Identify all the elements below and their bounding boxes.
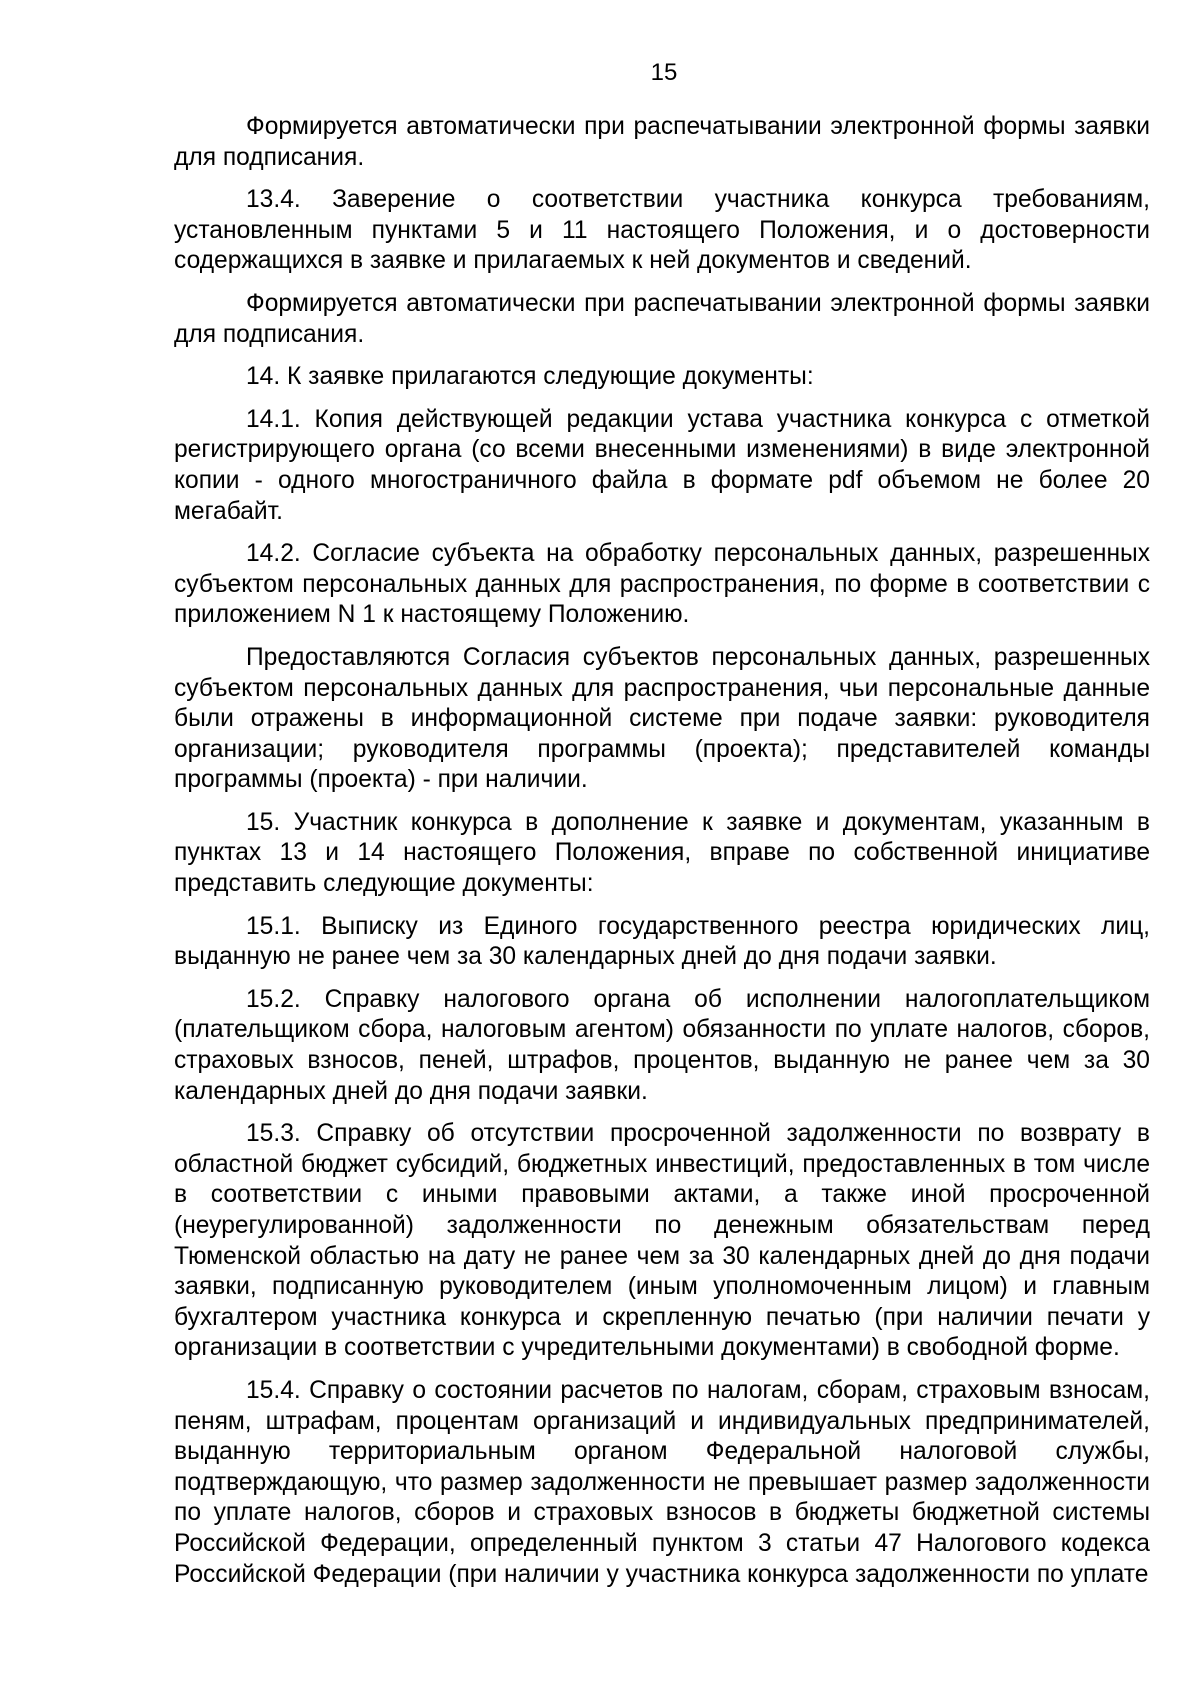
paragraph-autogen-note-2: Формируется автоматически при распечатывании электронной формы заявки для подписания. (174, 289, 1150, 348)
paragraph-15-4: 15.4. Справку о состоянии расчетов по налогам, сборам, страховым взносам, пеням, штрафам, процентам организаций и индивидуальных предпринимателей, выданную территориальным органом Федеральной налоговой службы, подтверждающую, что размер задолженности не превышает размер задолженности по уплате налогов, сборов и страховых взносов в бюджеты бюджетной системы Российской Федерации, определенный пунктом 3 статьи 47 Налогового кодекса Российской Федерации (при наличии у участника конкурса задолженности по уплате (174, 1376, 1150, 1588)
paragraph-autogen-note-1: Формируется автоматически при распечатывании электронной формы заявки для подписания. (174, 113, 1150, 171)
paragraph-15-1: 15.1. Выписку из Единого государственного реестра юридических лиц, выданную не ранее чем за 30 календарных дней до дня подачи заявки. (174, 912, 1150, 971)
paragraph-14-1: 14.1. Копия действующей редакции устава участника конкурса с отметкой регистрирующего органа (со всеми внесенными изменениями) в виде электронной копии - одного многостраничного файла в формате pdf объемом не более 20 мегабайт. (174, 405, 1150, 525)
paragraph-13-4: 13.4. Заверение о соответствии участника конкурса требованиям, установленным пунктами 5 и 11 настоящего Положения, и о достоверности содержащихся в заявке и прилагаемых к ней документов и сведений. (174, 186, 1150, 275)
paragraph-15: 15. Участник конкурса в дополнение к заявке и документам, указанным в пунктах 13 и 14 настоящего Положения, вправе по собственной инициативе представить следующие документы: (174, 808, 1150, 898)
document-body (174, 112, 1150, 1602)
paragraph-consents: Предоставляются Согласия субъектов персональных данных, разрешенных субъектом персональных данных для распространения, чьи персональные данные были отражены в информационной системе при подаче заявки: руководителя организации; руководителя программы (проекта); представителей команды программы (проекта) - при наличии. (174, 643, 1150, 794)
paragraph-15-3: 15.3. Справку об отсутствии просроченной задолженности по возврату в областной бюджет субсидий, бюджетных инвестиций, предоставленных в том числе в соответствии с иными правовыми актами, а также иной просроченной (неурегулированной) задолженности по денежным обязательствам перед Тюменской областью на дату не ранее чем за 30 календарных дней до дня подачи заявки, подписанную руководителем (иным уполномоченным лицом) и главным бухгалтером участника конкурса и скрепленную печатью (при наличии печати у организации в соответствии с учредительными документами) в свободной форме. (174, 1120, 1150, 1362)
paragraph-14-2: 14.2. Согласие субъекта на обработку персональных данных, разрешенных субъектом персональных данных для распространения, по форме в соответствии с приложением N 1 к настоящему Положению. (174, 540, 1150, 629)
paragraph-14: 14. К заявке прилагаются следующие документы: (246, 363, 814, 391)
page-number: 15 (650, 59, 678, 86)
paragraph-15-2: 15.2. Справку налогового органа об исполнении налогоплательщиком (плательщиком сбора, налоговым агентом) обязанности по уплате налогов, сборов, страховых взносов, пеней, штрафов, процентов, выданную не ранее чем за 30 календарных дней до дня подачи заявки. (174, 985, 1150, 1105)
